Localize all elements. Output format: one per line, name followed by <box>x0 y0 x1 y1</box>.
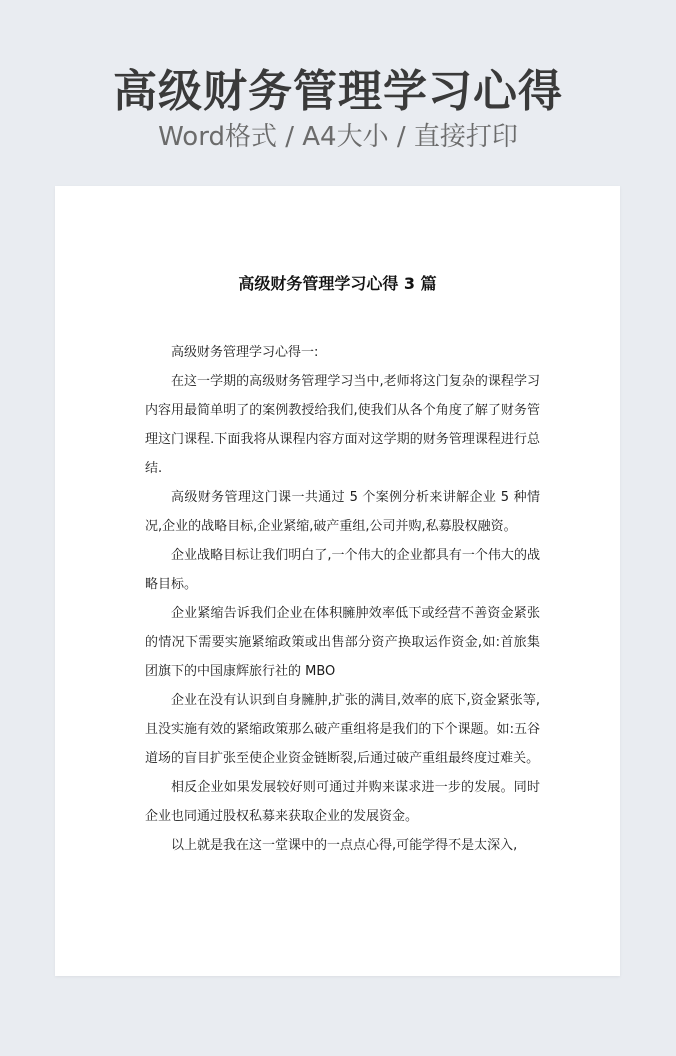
document-page <box>55 186 620 976</box>
paragraph: 以上就是我在这一堂课中的一点点心得,可能学得不是太深入, <box>171 838 518 853</box>
paragraph: 企业在没有认识到自身臃肿,扩张的满目,效率的底下,资金紧张等,且没实施有效的紧缩政策那么破产重组将是我们的下个课题。如:五谷道场的盲目扩张至使企业资金链断裂,后通过破产重组最终度过难关。 <box>145 693 540 766</box>
paragraph: 高级财务管理这门课一共通过 5 个案例分析来讲解企业 5 种情况,企业的战略目标,企业紧缩,破产重组,公司并购,私募股权融资。 <box>145 490 540 534</box>
document-body <box>145 338 540 860</box>
paragraph: 相反企业如果发展较好则可通过并购来谋求进一步的发展。同时企业也同通过股权私募来获取企业的发展资金。 <box>145 780 540 824</box>
paragraph-heading: 高级财务管理学习心得一: <box>171 345 319 360</box>
paragraph: 企业战略目标让我们明白了,一个伟大的企业都具有一个伟大的战略目标。 <box>145 548 540 592</box>
paragraph: 在这一学期的高级财务管理学习当中,老师将这门复杂的课程学习内容用最简单明了的案例教授给我们,使我们从各个角度了解了财务管理这门课程.下面我将从课程内容方面对这学期的财务管理课程进行总结. <box>145 374 540 476</box>
document-title: 高级财务管理学习心得 3 篇 <box>238 274 437 293</box>
banner-title: 高级财务管理学习心得 <box>113 66 563 117</box>
banner-subtitle: Word格式 / A4大小 / 直接打印 <box>158 122 518 152</box>
paragraph: 企业紧缩告诉我们企业在体积臃肿效率低下或经营不善资金紧张的情况下需要实施紧缩政策或出售部分资产换取运作资金,如:首旅集团旗下的中国康辉旅行社的 MBO <box>145 606 540 679</box>
